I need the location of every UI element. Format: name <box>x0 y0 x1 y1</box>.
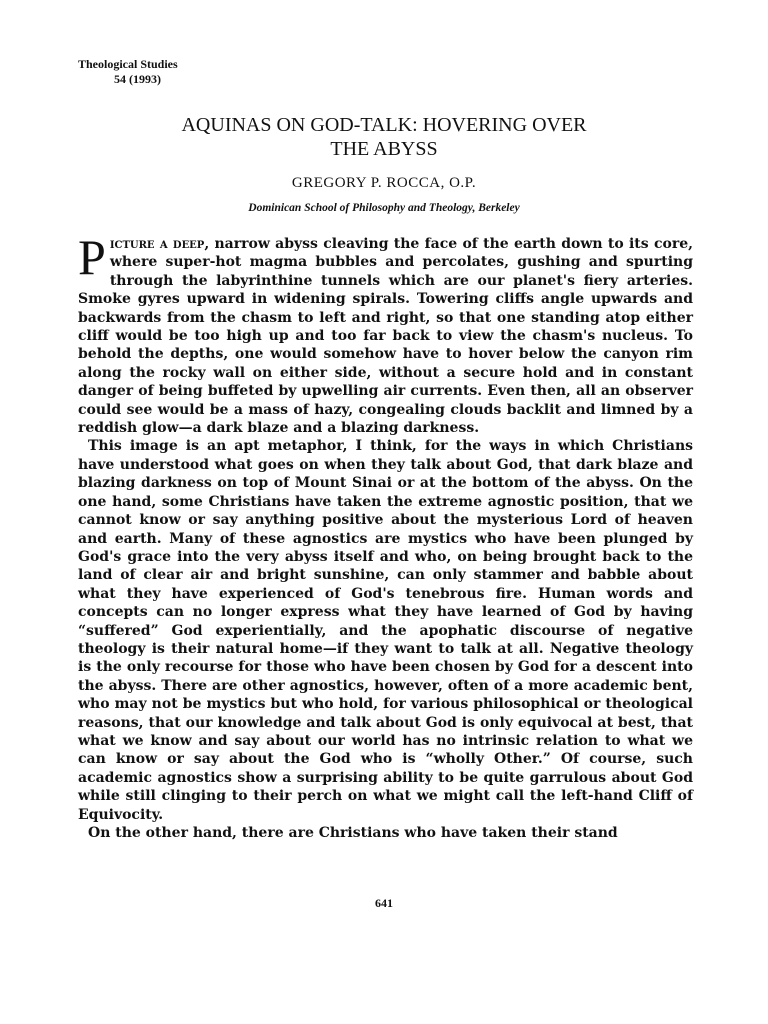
author-name: GREGORY P. ROCCA, O.P. <box>291 175 477 191</box>
paragraph-3: On the other hand, there are Christians who have taken their stand <box>88 825 618 841</box>
paragraph-1-text: narrow abyss cleaving the face of the earth down to its core, where super-hot magma bubbles and percolates, gushing and spurting through the labyrinthine tunnels which are our planet's fiery arteries. Smoke gyres upward in widening spirals. Towering cliffs angle upwards and backwards from the chasm to left and right, so that one standing atop either cliff would be too high up and too far back to view the chasm's nucleus. To behold the depths, one would somehow have to hover below the canyon rim along the rocky wall on either side, without a secure hold and in constant danger of being buffeted by upwelling air currents. Even then, all an observer could see would be a mass of hazy, congealing clouds backlit and limned by a reddish glow—a dark blaze and a blazing darkness. <box>78 236 693 437</box>
article-title <box>0 113 768 161</box>
paragraph-1 <box>78 229 693 437</box>
page-number: 641 <box>375 896 393 910</box>
lead-in-smallcaps: icture a deep, <box>109 236 210 252</box>
journal-name: Theological Studies <box>78 57 178 71</box>
paragraph-2: This image is an apt metaphor, I think, for the ways in which Christians have understood what goes on when they talk about God, that dark blaze and blazing darkness on top of Mount Sinai or at the bottom of the abyss. On the one hand, some Christians have taken the extreme agnostic position, that we cannot know or say anything positive about the mysterious Lord of heaven and earth. Many of these agnostics are mystics who have been plunged by God's grace into the very abyss itself and who, on being brought back to the land of clear air and bright sunshine, can only stammer and babble about what they have experienced of God's tenebrous fire. Human words and concepts can no longer express what they have learned of God by having “suffered” God experientially, and the apophatic discourse of negative theology is their natural home—if they want to talk at all. Negative theology is the only recourse for those who have been chosen by God for a descent into the abyss. There are other agnostics, however, often of a more academic bent, who may not be mystics but who hold, for various philosophical or theological reasons, that our knowledge and talk about God is only equivocal at best, that what we know and say about our world has no intrinsic relation to what we can know or say about the God who is “wholly Other.” Of course, such academic agnostics show a surprising ability to be quite garrulous about God while still clinging to their perch on what we might call the left-hand Cliff of Equivocity. <box>78 438 693 823</box>
article-body <box>78 229 693 842</box>
article-title-line-1: AQUINAS ON GOD-TALK: HOVERING OVER <box>181 114 587 136</box>
drop-cap: P <box>78 229 106 285</box>
journal-volume: 54 (1993) <box>114 72 161 86</box>
article-title-line-2: THE ABYSS <box>330 138 438 160</box>
author-affiliation: Dominican School of Philosophy and Theology, Berkeley <box>248 202 520 214</box>
journal-citation <box>78 57 178 87</box>
